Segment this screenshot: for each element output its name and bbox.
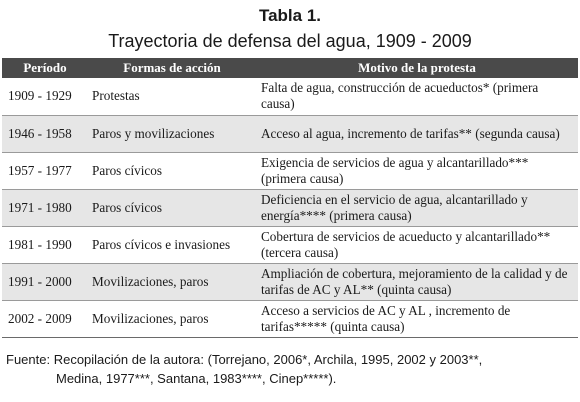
cell-forms: Protestas	[88, 78, 256, 115]
cell-period: 1957 - 1977	[2, 152, 88, 189]
cell-motive: Exigencia de servicios de agua y alcantarillado*** (primera causa)	[256, 152, 578, 189]
table-row	[2, 226, 578, 263]
cell-forms: Movilizaciones, paros	[88, 263, 256, 300]
cell-period: 1909 - 1929	[2, 78, 88, 115]
cell-motive: Deficiencia en el servicio de agua, alcantarillado y energía**** (primera causa)	[256, 189, 578, 226]
cell-forms: Movilizaciones, paros	[88, 300, 256, 337]
table-row	[2, 115, 578, 152]
header-row	[2, 58, 578, 78]
cell-forms: Paros cívicos	[88, 152, 256, 189]
cell-forms: Paros cívicos	[88, 189, 256, 226]
cell-period: 1991 - 2000	[2, 263, 88, 300]
table-row	[2, 78, 578, 115]
cell-motive: Cobertura de servicios de acueducto y alcantarillado** (tercera causa)	[256, 226, 578, 263]
cell-forms: Paros cívicos e invasiones	[88, 226, 256, 263]
table-row	[2, 189, 578, 226]
protest-table	[2, 58, 578, 338]
cell-motive: Acceso a servicios de AC y AL , incremento de tarifas***** (quinta causa)	[256, 300, 578, 337]
table-row	[2, 263, 578, 300]
cell-period: 2002 - 2009	[2, 300, 88, 337]
cell-motive: Falta de agua, construcción de acueductos* (primera causa)	[256, 78, 578, 115]
footnote-line-2: Medina, 1977***, Santana, 1983****, Cinep*****).	[56, 371, 337, 386]
header-motive: Motivo de la protesta	[256, 58, 578, 78]
cell-period: 1946 - 1958	[2, 115, 88, 152]
footnote-line-1: Fuente: Recopilación de la autora: (Torrejano, 2006*, Archila, 1995, 2002 y 2003**,	[6, 352, 483, 367]
cell-period: 1971 - 1980	[2, 189, 88, 226]
header-period: Período	[2, 58, 88, 78]
table-header	[2, 58, 578, 78]
cell-motive: Ampliación de cobertura, mejoramiento de la calidad y de tarifas de AC y AL** (quinta causa)	[256, 263, 578, 300]
header-forms: Formas de acción	[88, 58, 256, 78]
table-body	[2, 78, 578, 337]
cell-period: 1981 - 1990	[2, 226, 88, 263]
table-subtitle: Trayectoria de defensa del agua, 1909 - 2009	[108, 31, 472, 51]
cell-forms: Paros y movilizaciones	[88, 115, 256, 152]
table-row	[2, 300, 578, 337]
table-title: Tabla 1.	[258, 6, 322, 25]
source-footnote	[6, 350, 574, 388]
cell-motive: Acceso al agua, incremento de tarifas** (segunda causa)	[256, 115, 578, 152]
table-row	[2, 152, 578, 189]
